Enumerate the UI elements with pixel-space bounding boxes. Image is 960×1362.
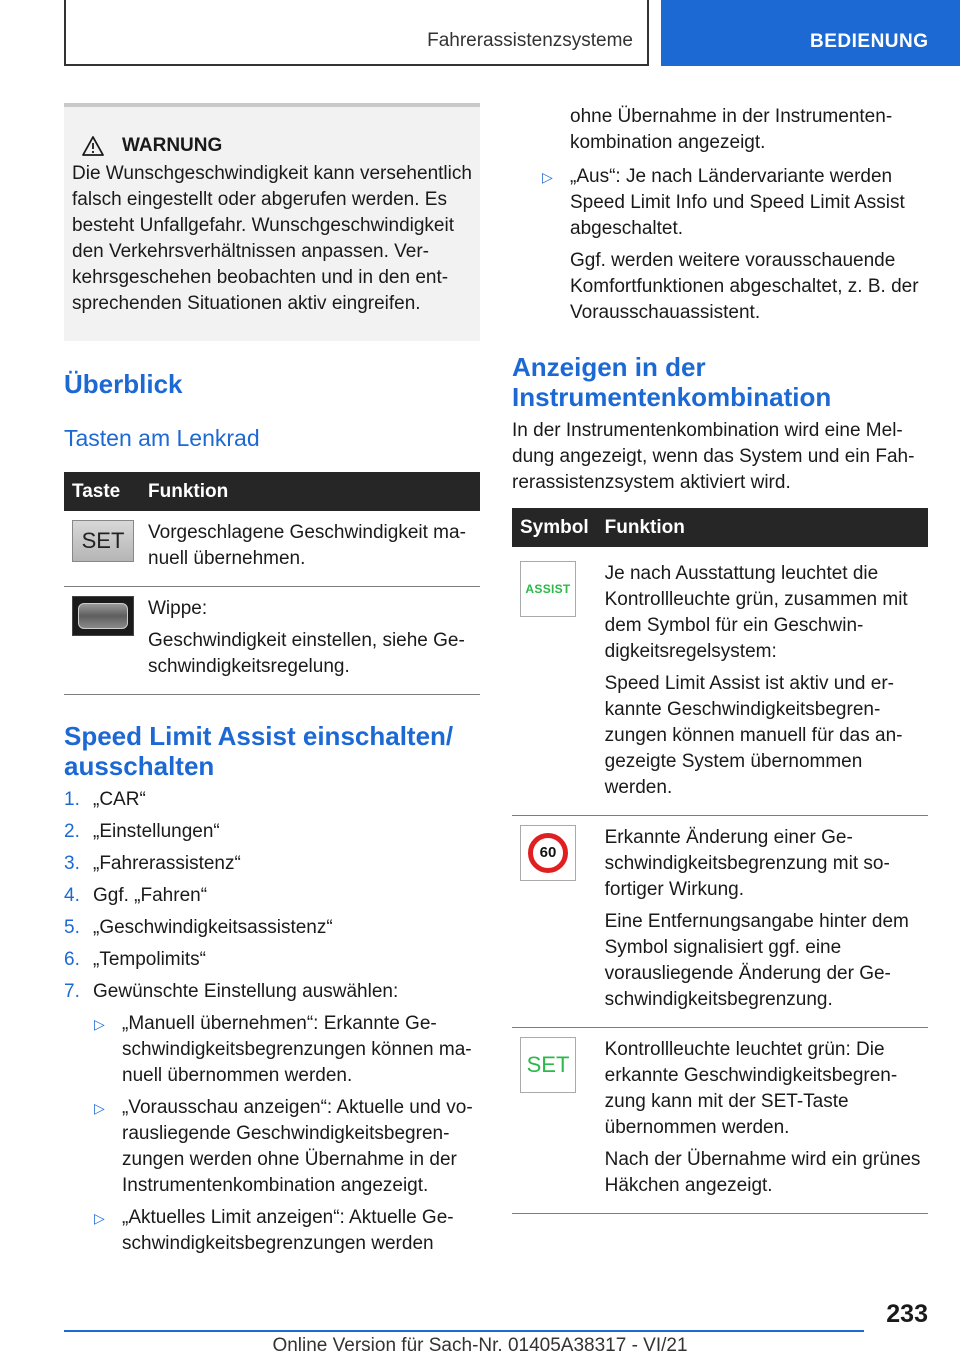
warning-box: [64, 103, 480, 341]
table-row: ASSIST Je nach Ausstattung leuchtet die Kontrollleuchte grün, zusammen mit dem Symbol für ein Geschwindigkeitsregelsystem: Speed Limit Assist ist aktiv und erkannte Geschwindigkeitsbegrenzungen können manuell für das angezeigte System übernommen werden.: [512, 547, 928, 816]
list-item: 6. „Tempolimits“: [64, 949, 206, 970]
table-header-taste: Taste: [64, 472, 140, 511]
table-row: 60 Erkannte Änderung einer Geschwindigkeitsbegrenzung mit sofortiger Wirkung. Eine Entfernungsangabe hinter dem Symbol signalisiert ggf. eine vorausliegende Änderung der Geschwindigkeitsbegrenzung.: [512, 816, 928, 1028]
chapter-title: BEDIENUNG: [810, 31, 929, 52]
rocker-switch-icon: [72, 596, 134, 636]
warning-text: Die Wunschgeschwindigkeit kann versehentlich falsch eingestellt oder abgerufen werden. Es besteht Unfallgefahr. Wunschgeschwindigkeit den Verkehrsverhältnissen anpassen. Verkehrsgeschehen beobachten und in den entsprechenden Situationen aktiv eingreifen.: [72, 163, 472, 314]
list-item: 7. Gewünschte Einstellung auswählen:: [64, 981, 399, 1002]
list-item-note: Ggf. werden weitere vorausschauende Komfortfunktionen abgeschaltet, z. B. der Vorausschauassistent.: [570, 250, 919, 323]
header-section-tab: [64, 0, 649, 66]
right-column: [512, 96, 928, 1214]
table-row: SET Vorgeschlagene Geschwindigkeit manuell übernehmen.: [64, 511, 480, 587]
table-row: Wippe: Geschwindigkeit einstellen, siehe Geschwindigkeitsregelung.: [64, 587, 480, 695]
warning-triangle-icon: [82, 136, 104, 156]
table-header-row: [64, 472, 480, 511]
sla-options-list: [64, 1011, 480, 1257]
table-header-row: [512, 508, 928, 547]
list-item: 3. „Fahrerassistenz“: [64, 853, 241, 874]
list-item: 4. Ggf. „Fahren“: [64, 885, 208, 906]
footer-version-text: Online Version für Sach-Nr. 01405A38317 - VI/21: [272, 1335, 688, 1356]
steering-buttons-heading: Tasten am Lenkrad: [64, 425, 260, 451]
footer-divider: [64, 1330, 864, 1332]
warning-title: WARNUNG: [72, 135, 472, 157]
display-heading: Anzeigen in der Instrumentenkombination: [512, 352, 832, 412]
table-header-funktion: Funktion: [597, 508, 928, 547]
assist-icon: ASSIST: [520, 561, 576, 617]
display-intro: In der Instrumentenkombination wird eine Meldung angezeigt, wenn das System und ein Fahrerassistenzsystem aktiviert wird.: [512, 420, 915, 493]
display-symbols-table: [512, 508, 928, 1214]
list-item: ▷ „Manuell übernehmen“: Erkannte Geschwindigkeitsbegrenzungen können manuell übernommen werden.: [94, 1013, 472, 1086]
table-header-funktion: Funktion: [140, 472, 480, 511]
list-item: 1. „CAR“: [64, 789, 146, 810]
table-row: SET Kontrollleuchte leuchtet grün: Die erkannte Geschwindigkeitsbegrenzung kann mit der SET-Taste übernommen werden. Nach der Übernahme wird ein grünes Häkchen angezeigt.: [512, 1028, 928, 1214]
set-indicator-icon: SET: [520, 1037, 576, 1093]
triangle-bullet-icon: ▷: [542, 169, 553, 185]
list-item: 2. „Einstellungen“: [64, 821, 220, 842]
triangle-bullet-icon: ▷: [94, 1210, 105, 1226]
overview-heading: Überblick: [64, 369, 183, 399]
header-chapter-tab[interactable]: [661, 0, 960, 66]
page-number: 233: [886, 1300, 928, 1328]
table-header-symbol: Symbol: [512, 508, 597, 547]
list-item: 5. „Geschwindigkeitsassistenz“: [64, 917, 333, 938]
sla-steps-list: [64, 787, 480, 1005]
list-item-continued: ohne Übernahme in der Instrumentenkombination angezeigt.: [570, 106, 893, 153]
list-item: ▷ „Aus“: Je nach Ländervariante werden Speed Limit Info und Speed Limit Assist abgeschaltet.: [542, 166, 905, 239]
set-button-icon: SET: [72, 520, 134, 562]
sla-options-continued: [512, 104, 928, 326]
section-title: Fahrerassistenzsysteme: [427, 30, 633, 51]
speed-limit-60-icon: 60: [520, 825, 576, 881]
triangle-bullet-icon: ▷: [94, 1100, 105, 1116]
list-item: ▷ „Vorausschau anzeigen“: Aktuelle und vorausliegende Geschwindigkeitsbegrenzungen werden ohne Übernahme in der Instrumentenkombination angezeigt.: [94, 1097, 473, 1196]
left-column: [64, 103, 480, 1257]
sla-heading: Speed Limit Assist einschalten/ ausschalten: [64, 721, 454, 781]
triangle-bullet-icon: ▷: [94, 1016, 105, 1032]
list-item: ▷ „Aktuelles Limit anzeigen“: Aktuelle Geschwindigkeitsbegrenzungen werden: [94, 1207, 454, 1254]
steering-buttons-table: [64, 472, 480, 695]
